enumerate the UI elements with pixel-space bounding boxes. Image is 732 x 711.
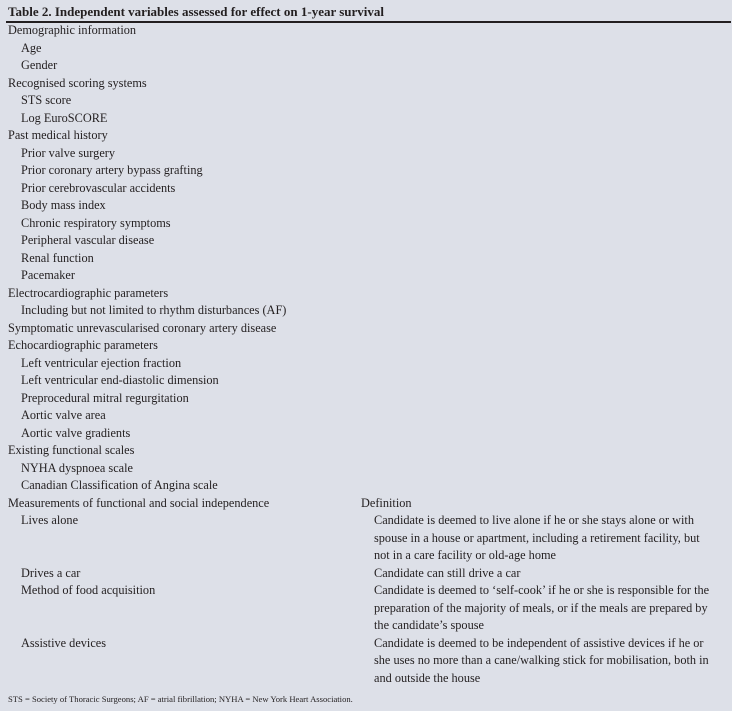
table-row — [0, 442, 732, 460]
table-row — [0, 75, 732, 93]
table-row — [0, 110, 732, 128]
variable-item: Left ventricular ejection fraction — [21, 355, 182, 370]
table-row — [0, 670, 732, 688]
table-title: Table 2. Independent variables assessed for effect on 1-year survival — [8, 4, 385, 19]
table-footnote: STS = Society of Thoracic Surgeons; AF = atrial fibrillation; NYHA = New York Heart Association. — [8, 694, 353, 704]
table-row — [0, 530, 732, 548]
table-row — [0, 197, 732, 215]
variable-item: Prior coronary artery bypass grafting — [21, 163, 203, 177]
table-row — [0, 390, 732, 408]
definition-line: Candidate is deemed to live alone if he or she stays alone or with — [374, 513, 694, 527]
variable-item: Chronic respiratory symptoms — [21, 215, 171, 230]
variable-item: Log EuroSCORE — [21, 110, 108, 125]
definition-line: the candidate’s spouse — [374, 618, 484, 632]
table-row — [0, 600, 732, 618]
table-row — [0, 635, 732, 653]
table-row — [0, 425, 732, 443]
table-row — [0, 652, 732, 670]
variable-item: Method of food acquisition — [21, 583, 156, 597]
variable-item: Including but not limited to rhythm disturbances (AF) — [21, 303, 287, 317]
variable-item: Canadian Classification of Angina scale — [21, 478, 218, 492]
table-body — [0, 22, 732, 687]
table-row — [0, 162, 732, 180]
table-row — [0, 232, 732, 250]
table-row — [0, 477, 732, 495]
definition-line: and outside the house — [374, 670, 481, 685]
table-row — [0, 250, 732, 268]
variable-item: NYHA dyspnoea scale — [21, 460, 134, 475]
variable-item: Age — [21, 40, 42, 55]
variable-item: Assistive devices — [21, 635, 107, 650]
definition-line: preparation of the majority of meals, or if the meals are prepared by — [374, 600, 708, 615]
table-row — [0, 337, 732, 355]
variable-item: Drives a car — [21, 565, 81, 580]
definition-header: Definition — [361, 495, 412, 510]
variable-item: Aortic valve gradients — [21, 425, 131, 440]
variable-item: Gender — [21, 58, 58, 72]
section-heading: Echocardiographic parameters — [8, 338, 158, 352]
section-heading: Symptomatic unrevascularised coronary artery disease — [8, 320, 277, 335]
table-row — [0, 460, 732, 478]
table-row — [0, 302, 732, 320]
variable-item: Prior cerebrovascular accidents — [21, 180, 176, 195]
section-heading: Existing functional scales — [8, 443, 135, 457]
table-row — [0, 40, 732, 58]
variable-item: Lives alone — [21, 513, 79, 527]
table-row — [0, 512, 732, 530]
definition-line: not in a care facility or old-age home — [374, 548, 556, 562]
variable-item: Pacemaker — [21, 268, 75, 282]
table-row — [0, 180, 732, 198]
variable-item: Prior valve surgery — [21, 145, 116, 160]
table-row — [0, 145, 732, 163]
table-row — [0, 22, 732, 40]
definition-line: spouse in a house or apartment, including a retirement facility, but — [374, 530, 700, 545]
table-row — [0, 285, 732, 303]
table-row — [0, 617, 732, 635]
definition-line: Candidate is deemed to ‘self-cook’ if he or she is responsible for the — [374, 583, 710, 597]
table-row — [0, 407, 732, 425]
table-row — [0, 372, 732, 390]
section-heading: Demographic information — [8, 23, 137, 37]
definition-line: Candidate is deemed to be independent of assistive devices if he or — [374, 635, 704, 650]
definition-line: Candidate can still drive a car — [374, 565, 521, 580]
table-row — [0, 57, 732, 75]
table-row — [0, 547, 732, 565]
table-row — [0, 495, 732, 513]
definition-line: she uses no more than a cane/walking stick for mobilisation, both in — [374, 653, 709, 667]
variable-item: Peripheral vascular disease — [21, 233, 155, 247]
variable-item: Renal function — [21, 250, 94, 265]
table-row — [0, 127, 732, 145]
section-heading: Recognised scoring systems — [8, 75, 147, 90]
section-heading: Past medical history — [8, 128, 108, 142]
table-row — [0, 582, 732, 600]
variable-item: Body mass index — [21, 198, 106, 212]
variable-item: Preprocedural mitral regurgitation — [21, 390, 189, 405]
table-row — [0, 92, 732, 110]
table-row — [0, 320, 732, 338]
section-heading: Electrocardiographic parameters — [8, 285, 169, 300]
table-row — [0, 215, 732, 233]
table-row — [0, 565, 732, 583]
variable-item: STS score — [21, 93, 72, 107]
variable-item: Aortic valve area — [21, 408, 106, 422]
table-row — [0, 267, 732, 285]
table-row — [0, 355, 732, 373]
variable-item: Left ventricular end-diastolic dimension — [21, 373, 219, 387]
section-heading: Measurements of functional and social independence — [8, 495, 270, 510]
